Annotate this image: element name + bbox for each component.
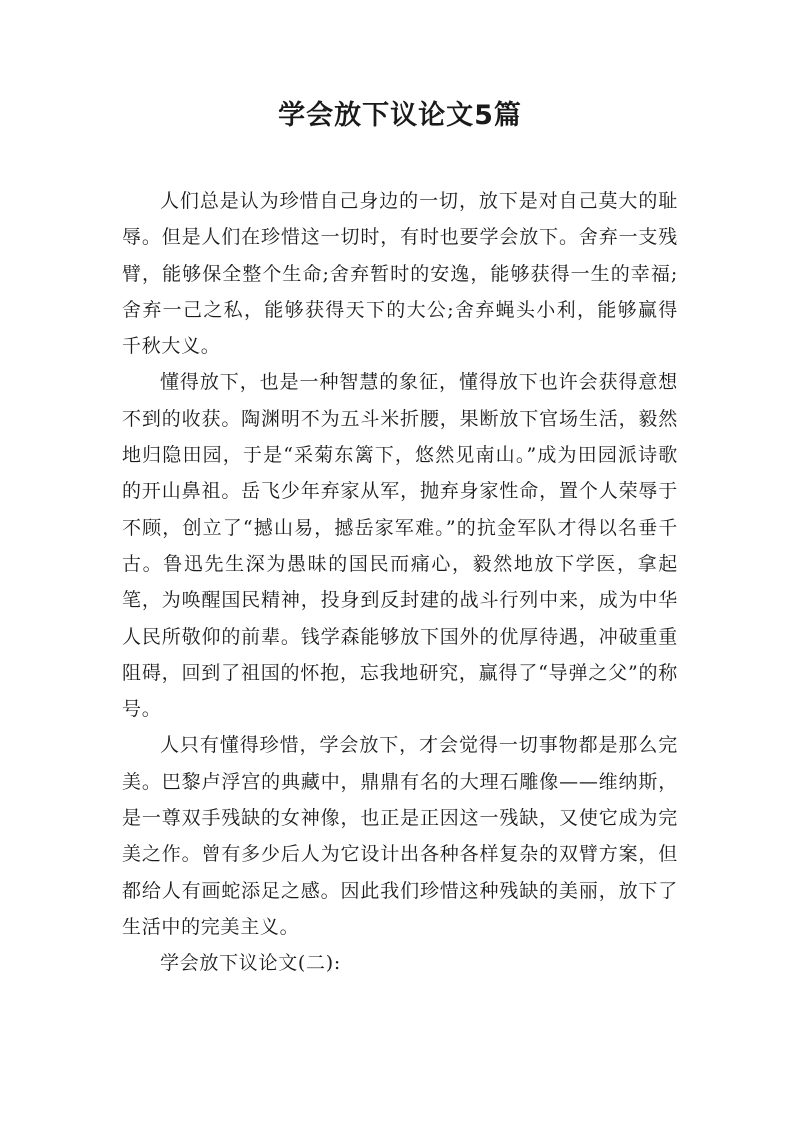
document-body [122, 183, 678, 982]
paragraph-1: 人们总是认为珍惜自己身边的一切，放下是对自己莫大的耻辱。但是人们在珍惜这一切时，有时也要学会放下。舍弃一支残臂，能够保全整个生命;舍弃暂时的安逸，能够获得一生的幸福;舍弃一己之私，能够获得天下的大公;舍弃蝇头小利，能够赢得千秋大义。 [122, 190, 678, 358]
section-heading-essay-2: 学会放下议论文(二): [160, 952, 341, 975]
paragraph-3: 人只有懂得珍惜，学会放下，才会觉得一切事物都是那么完美。巴黎卢浮宫的典藏中，鼎鼎有名的大理石雕像——维纳斯，是一尊双手残缺的女神像，也正是正因这一残缺，又使它成为完美之作。曾有多少后人为它设计出各种各样复杂的双臂方案，但都给人有画蛇添足之感。因此我们珍惜这种残缺的美丽，放下了生活中的完美主义。 [122, 734, 678, 938]
paragraph-2: 懂得放下，也是一种智慧的象征，懂得放下也许会获得意想不到的收获。陶渊明不为五斗米折腰，果断放下官场生活，毅然地归隐田园，于是“采菊东篱下，悠然见南山。”成为田园派诗歌的开山鼻祖。岳飞少年弃家从军，抛弃身家性命，置个人荣辱于不顾，创立了“撼山易，撼岳家军难。”的抗金军队才得以名垂千古。鲁迅先生深为愚昧的国民而痛心，毅然地放下学医，拿起笔，为唤醒国民精神，投身到反封建的战斗行列中来，成为中华人民所敬仰的前辈。钱学森能够放下国外的优厚待遇，冲破重重阻碍，回到了祖国的怀抱，忘我地研究，赢得了“导弹之父”的称号。 [122, 371, 678, 721]
document-title: 学会放下议论文5篇 [278, 100, 522, 131]
